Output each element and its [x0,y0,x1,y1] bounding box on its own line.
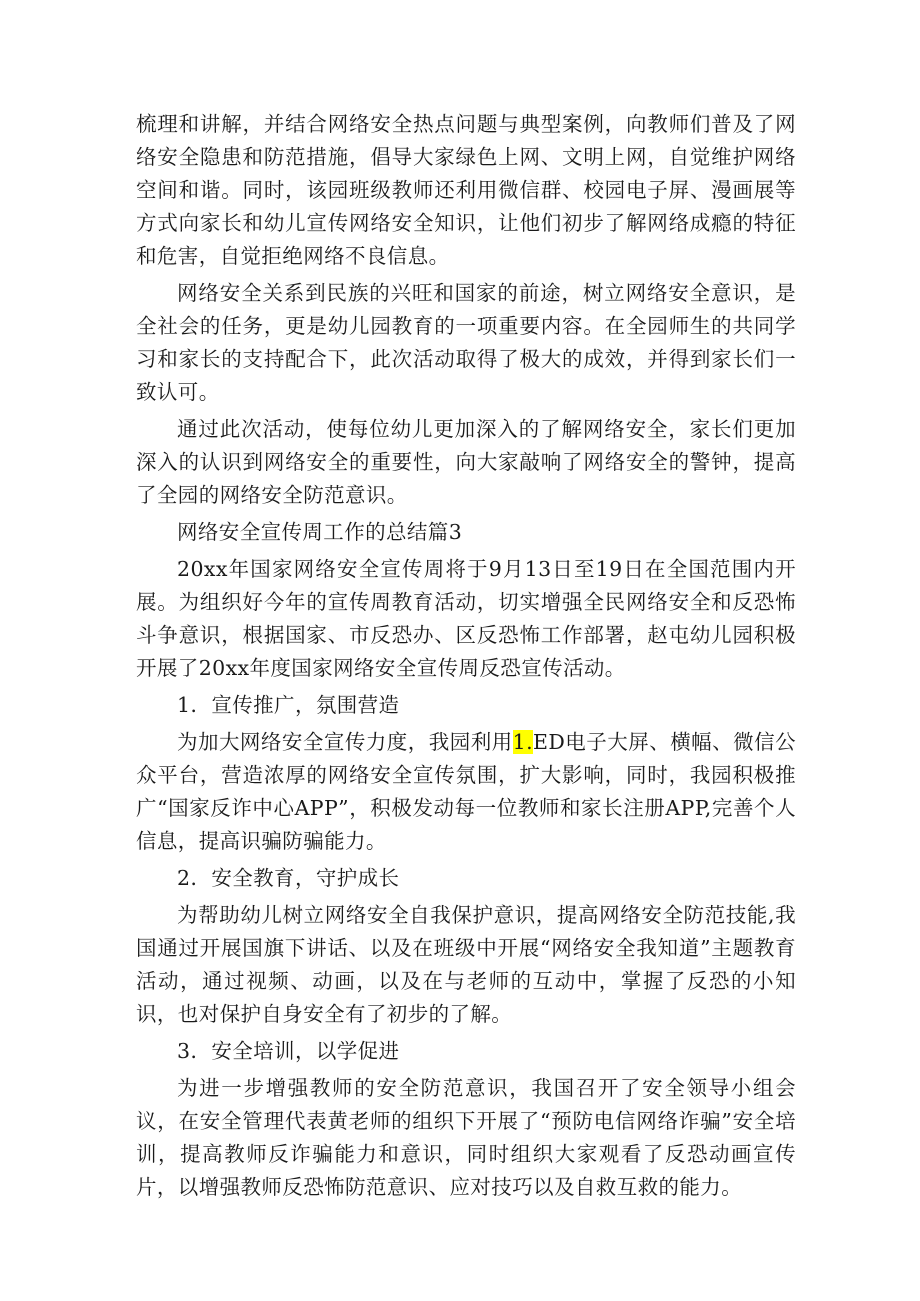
paragraph-5 [136,726,796,858]
subheading-3: 3．安全培训，以学促进 [177,1039,400,1063]
highlighted-text: 1. [512,730,534,754]
section-title: 网络安全宣传周工作的总结篇3 [177,520,463,544]
paragraph-5-after: ED电子大屏、横幅、微信公众平台，营造浓厚的网络安全宣传氛围，扩大影响，同时，我园积极推广“国家反诈中心APP”，积极发动每一位教师和家长注册APP,完善个人信息，提高识骗防骗能力。 [136,730,796,853]
paragraph-5-before: 为加大网络安全宣传力度，我园利用 [177,730,513,754]
paragraph-1: 梳理和讲解，并结合网络安全热点问题与典型案例，向教师们普及了网络安全隐患和防范措施，倡导大家绿色上网、文明上网，自觉维护网络空间和谐。同时，该园班级教师还利用微信群、校园电子屏、漫画展等方式向家长和幼儿宣传网络安全知识，让他们初步了解网络成瘾的特征和危害，自觉拒绝网络不良信息。 [136,112,796,268]
paragraph-4: 20xx年国家网络安全宣传周将于9月13日至19日在全国范围内开展。为组织好今年的宣传周教育活动，切实增强全民网络安全和反恐怖斗争意识，根据国家、市反恐办、区反恐怖工作部署，赵屯幼儿园积极开展了20xx年度国家网络安全宣传周反恐宣传活动。 [136,557,796,680]
subheading-2: 2．安全教育，守护成长 [177,866,400,890]
document-body [136,108,796,1208]
paragraph-7: 为进一步增强教师的安全防范意识，我国召开了安全领导小组会议，在安全管理代表黄老师的组织下开展了“预防电信网络诈骗”安全培训，提高教师反诈骗能力和意识，同时组织大家观看了反恐动画宣传片，以增强教师反恐怖防范意识、应对技巧以及自救互救的能力。 [136,1076,796,1199]
paragraph-2: 网络安全关系到民族的兴旺和国家的前途，树立网络安全意识，是全社会的任务，更是幼儿园教育的一项重要内容。在全园师生的共同学习和家长的支持配合下，此次活动取得了极大的成效，并得到家长们一致认可。 [136,281,796,404]
paragraph-3: 通过此次活动，使每位幼儿更加深入的了解网络安全，家长们更加深入的认识到网络安全的重要性，向大家敲响了网络安全的警钟，提高了全园的网络安全防范意识。 [136,417,796,507]
subheading-1: 1．宣传推广，氛围营造 [177,693,400,717]
paragraph-6: 为帮助幼儿树立网络安全自我保护意识，提高网络安全防范技能,我国通过开展国旗下讲话、以及在班级中开展“网络安全我知道”主题教育活动，通过视频、动画，以及在与老师的互动中，掌握了反恐的小知识，也对保护自身安全有了初步的了解。 [136,903,796,1026]
